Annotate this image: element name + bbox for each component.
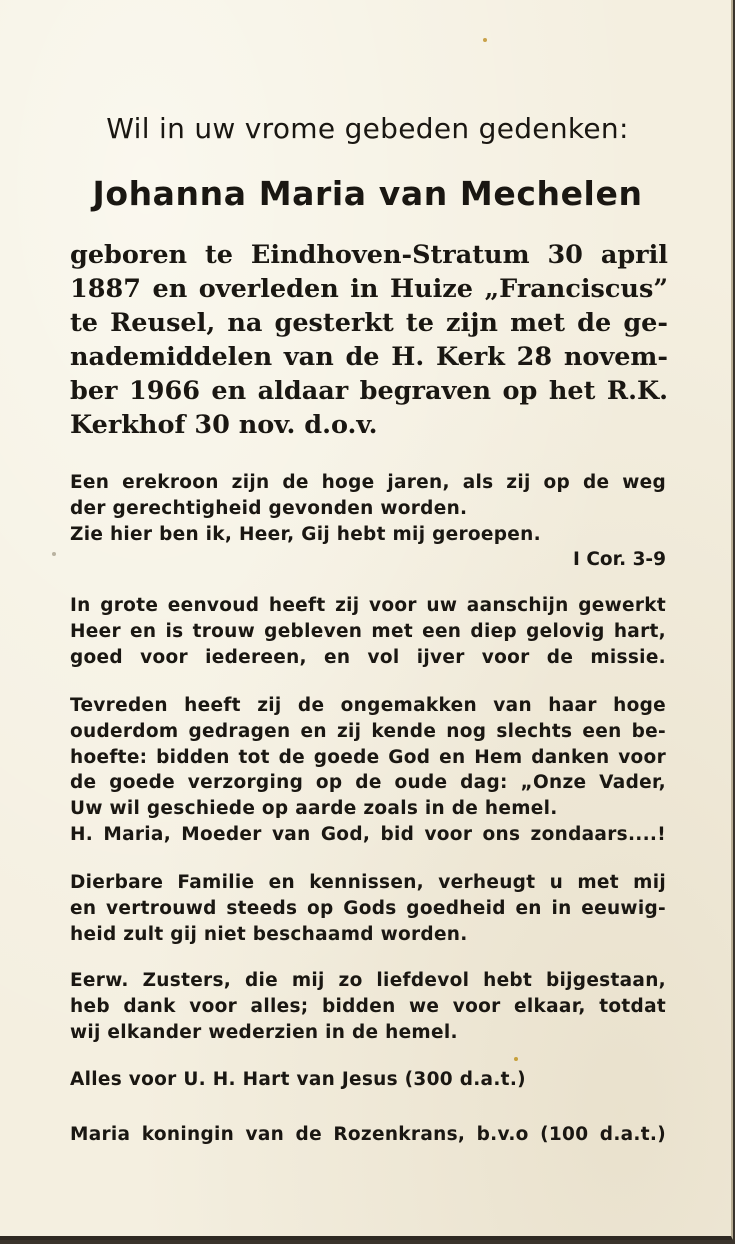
paper-speck xyxy=(52,552,56,556)
bio-line: 1887 en overleden in Huize „Franciscus” xyxy=(70,274,668,304)
paragraph-line: goed voor iedereen, en vol ijver voor de missie. xyxy=(70,646,666,668)
paper-speck xyxy=(514,1057,518,1061)
scripture-quote xyxy=(70,470,666,573)
paragraph-line: Dierbare Familie en kennissen, verheugt u met mij xyxy=(70,872,666,893)
card-title: Wil in uw vrome gebeden gedenken: xyxy=(106,112,629,145)
paragraph-faith xyxy=(70,593,666,670)
quote-line: der gerechtigheid gevonden worden. xyxy=(70,497,468,519)
bio-line: geboren te Eindhoven-Stratum 30 april xyxy=(70,240,668,270)
quote-reference: I Cor. 3-9 xyxy=(573,549,666,571)
paragraph-line: heb dank voor alles; bidden we voor elkaar, totdat xyxy=(70,995,666,1017)
prayer-sacred-heart xyxy=(70,1067,666,1093)
paper-speck xyxy=(483,38,487,42)
paragraph-line: Tevreden heeft zij de ongemakken van haar hoge xyxy=(70,695,666,716)
paragraph-line: Eerw. Zusters, die mij zo liefdevol hebt bijgestaan, xyxy=(70,970,666,991)
paragraph-line: Heer en is trouw gebleven met een diep gelovig hart, xyxy=(70,620,666,642)
paragraph-family xyxy=(70,870,666,947)
quote-line: Een erekroon zijn de hoge jaren, als zij op de weg xyxy=(70,472,666,493)
paragraph-line: en vertrouwd steeds op Gods goedheid en in eeuwig- xyxy=(70,897,666,919)
paragraph-sisters xyxy=(70,968,666,1045)
paragraph-line: ouderdom gedragen en zij kende nog slechts een be- xyxy=(70,720,666,742)
bio-line: te Reusel, na gesterkt te zijn met de ge- xyxy=(70,308,668,338)
paragraph-line: Uw wil geschiede op aarde zoals in de hemel. xyxy=(70,798,558,820)
paragraph-line: hoefte: bidden tot de goede God en Hem danken voor xyxy=(70,746,666,768)
prayer-line: Maria koningin van de Rozenkrans, b.v.o (100 d.a.t.) xyxy=(70,1124,666,1145)
prayer-rosary xyxy=(70,1122,666,1148)
biography xyxy=(70,238,668,442)
paragraph-line: In grote eenvoud heeft zij voor uw aanschijn gewerkt xyxy=(70,595,666,616)
paragraph-line: H. Maria, Moeder van God, bid voor ons zondaars....! xyxy=(70,823,666,845)
paragraph-line: de goede verzorging op de oude dag: „Onze Vader, xyxy=(70,772,666,794)
prayer-line: Alles voor U. H. Hart van Jesus (300 d.a.t.) xyxy=(70,1069,526,1090)
deceased-name: Johanna Maria van Mechelen xyxy=(92,174,643,213)
paragraph-line: wij elkander wederzien in de hemel. xyxy=(70,1021,458,1043)
bio-line: ber 1966 en aldaar begraven op het R.K. xyxy=(70,376,668,406)
bio-line: nademiddelen van de H. Kerk 28 novem- xyxy=(70,342,668,372)
paragraph-old-age xyxy=(70,693,666,848)
bio-line: Kerkhof 30 nov. d.o.v. xyxy=(70,410,378,440)
quote-line: Zie hier ben ik, Heer, Gij hebt mij geroepen. xyxy=(70,523,541,545)
paragraph-line: heid zult gij niet beschaamd worden. xyxy=(70,923,468,945)
